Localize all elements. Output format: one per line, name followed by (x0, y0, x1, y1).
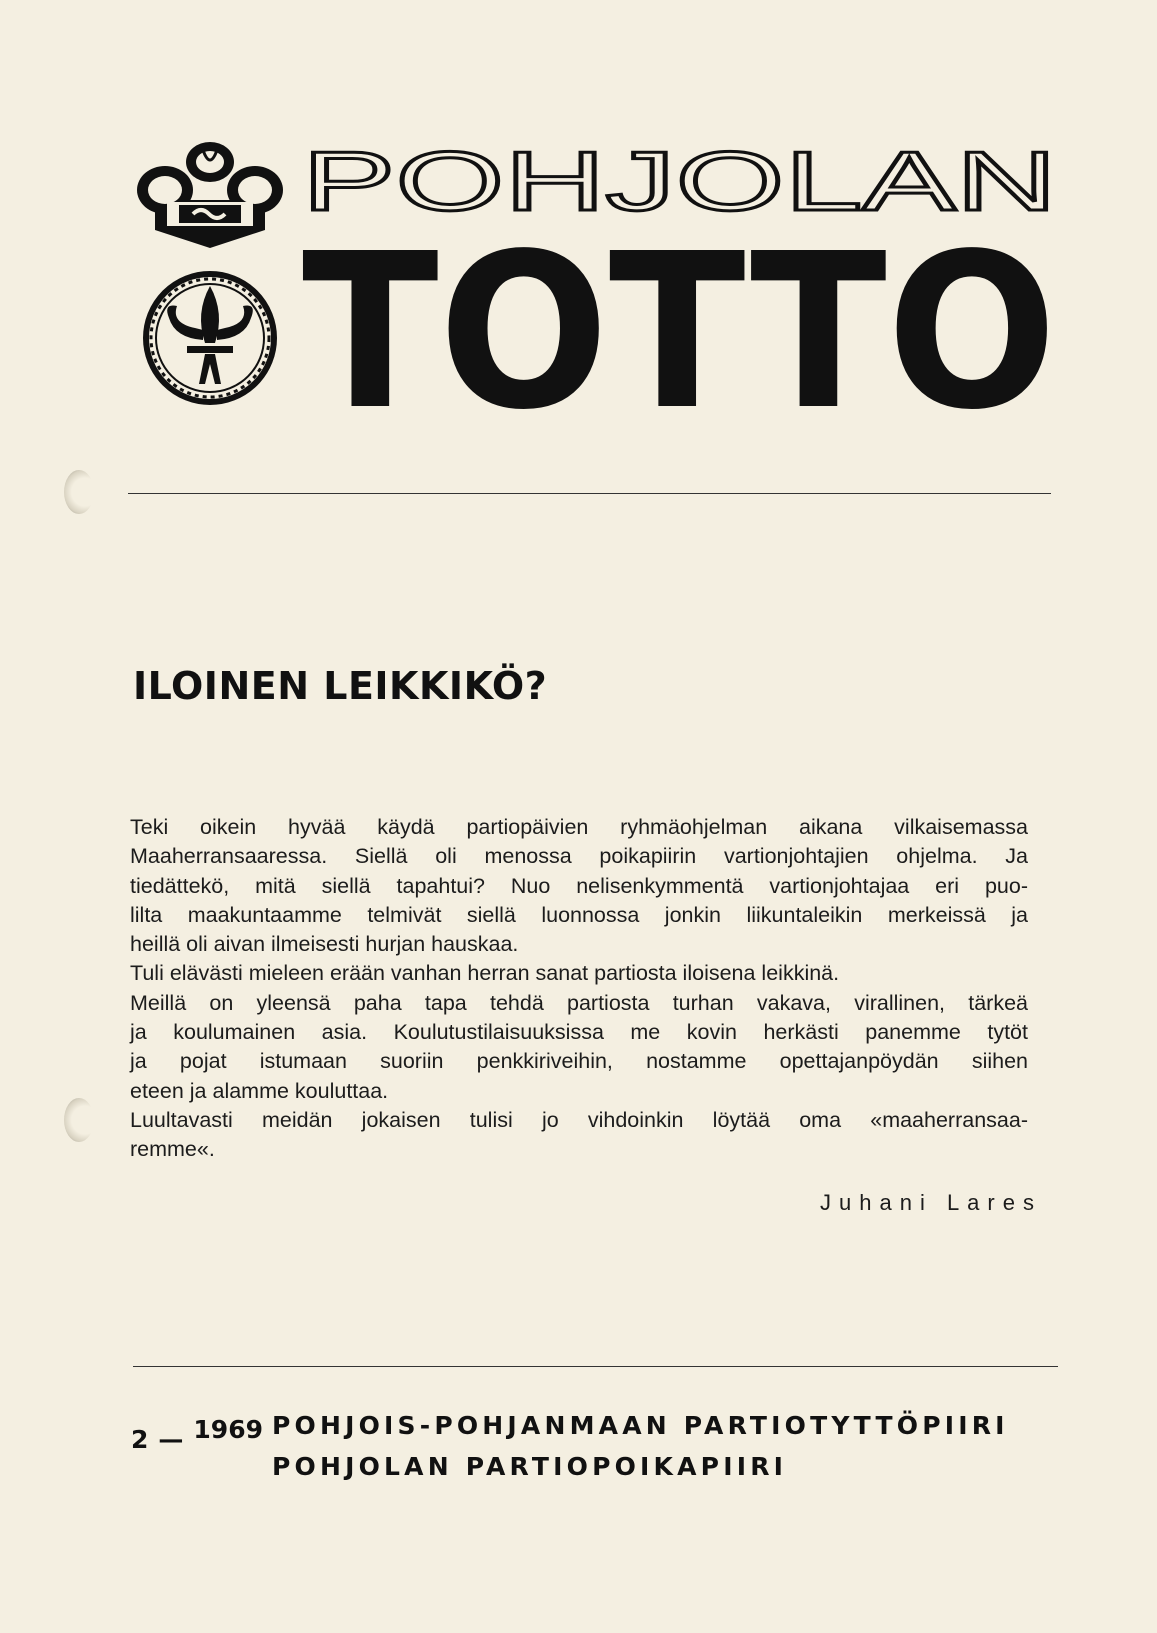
punch-hole-top (64, 470, 94, 514)
article-line: eteen ja alamme kouluttaa. (130, 1078, 389, 1103)
fleur-de-lis-icon (135, 268, 285, 408)
article-line: tiedättekö, mitä siellä tapahtui? Nuo nelisenkymmentä vartionjohtajaa eri puo- (130, 873, 1028, 898)
article-headline: ILOINEN LEIKKIKÖ? (133, 664, 548, 708)
article-line: Maaherransaaressa. Siellä oli menossa poikapiirin vartionjohtajien ohjelma. Ja (130, 844, 1028, 869)
issue-number: 2 (131, 1425, 149, 1454)
punch-hole-bottom (64, 1098, 94, 1142)
article-line: ja pojat istumaan suoriin penkkiriveihin, nostamme opettajanpöydän siihen (130, 1049, 1028, 1074)
article-line: Luultavasti meidän jokaisen tulisi jo vihdoinkin löytää oma «maaherransaa- (130, 1107, 1028, 1132)
masthead-title-top (302, 148, 1062, 218)
title-top-text: POHJOLAN (302, 148, 1057, 218)
issue-label (131, 1415, 263, 1454)
divider-top (128, 493, 1051, 494)
publisher-block (272, 1405, 1009, 1487)
article-line: remme«. (130, 1137, 215, 1162)
article-signature: Juhani Lares (820, 1190, 1042, 1215)
fleur-emblem-wrapper (135, 268, 285, 408)
publisher-line-1: POHJOIS-POHJANMAAN PARTIOTYTTÖPIIRI (272, 1411, 1009, 1440)
article-body (130, 813, 1028, 1165)
article-line: Tuli elävästi mieleen erään vanhan herran sanat partiosta iloisena leikkinä. (130, 961, 840, 986)
article-line: ja koulumainen asia. Koulutustilaisuuksissa me kovin herkästi panemme tytöt (130, 1020, 1028, 1045)
article-line: lilta maakuntaamme telmivät siellä luonnossa jonkin liikuntaleikin merkeissä ja (130, 902, 1028, 927)
masthead-title-main (302, 238, 1062, 414)
issue-separator: — (158, 1425, 184, 1454)
divider-bottom (133, 1366, 1058, 1367)
title-main-text: TOTTO (302, 238, 1057, 414)
article-line: Meillä on yleensä paha tapa tehdä partiosta turhan vakava, virallinen, tärkeä (130, 990, 1028, 1015)
article-line: heillä oli aivan ilmeisesti hurjan hauskaa. (130, 932, 519, 957)
issue-year: 1969 (193, 1415, 263, 1444)
publisher-line-2: POHJOLAN PARTIOPOIKAPIIRI (272, 1452, 788, 1481)
article-line: Teki oikein hyvää käydä partiopäivien ryhmäohjelman aikana vilkaisemassa (130, 815, 1028, 839)
